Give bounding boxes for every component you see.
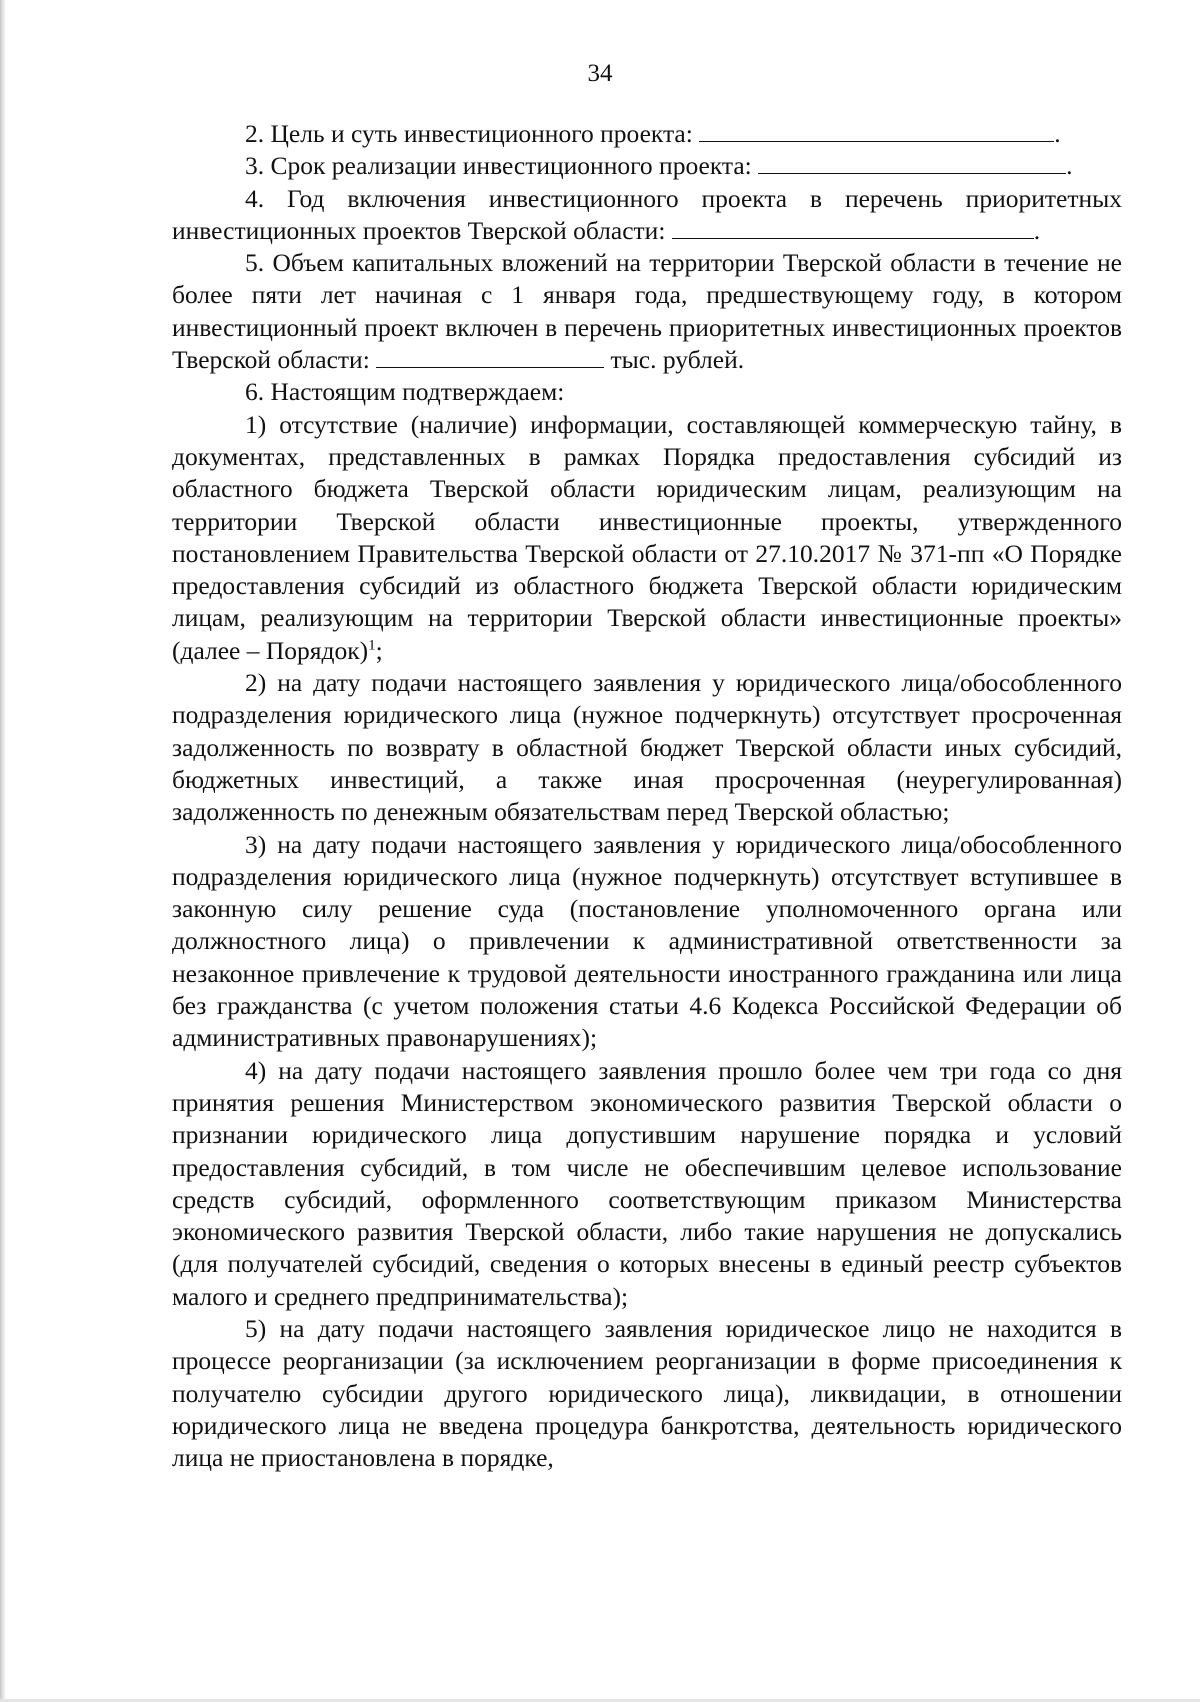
list-item-3: 3) на дату подачи настоящего заявления у юридического лица/обособленного подразделения юридического лица (нужное подчеркнуть) отсутствует вступившее в законную силу решение суда (постановление уполномоченного органа или должностного лица) о привлечении к административной ответственности за незаконное привлечение к трудовой деятельности иностранного гражданина или лица без гражданства (с учетом положения статьи 4.6 Кодекса Российской Федерации об административных правонарушениях); — [172, 829, 1122, 1053]
scan-edge-shadow — [0, 0, 6, 1702]
blank-field-project-goal[interactable] — [699, 121, 1054, 142]
paragraph-2 — [172, 118, 1122, 150]
paragraph-4-end: . — [1033, 215, 1041, 245]
paragraph-5-text: 5. Объем капитальных вложений на территории Тверской области в течение не более пяти лет начиная с 1 января года, предшествующему году, в котором инвестиционный проект включен в перечень приоритетных инвестиционных проектов Тверской области: — [172, 248, 1122, 375]
paragraph-2-end: . — [1054, 119, 1061, 148]
blank-field-investment-amount[interactable] — [376, 347, 604, 368]
page-number: 34 — [587, 60, 613, 87]
list-item-1-text: 1) отсутствие (наличие) информации, составляющей коммерческую тайну, в документах, представленных в рамках Порядка предоставления субсидий из областного бюджета Тверской области юридическим лицам, реализующим на территории Тверской области инвестиционные проекты, утвержденного постановлением Правительства Тверской области от 27.10.2017 № 371-пп «О Порядке предоставления субсидий из областного бюджета Тверской области юридическим лицам, реализующим на территории Тверской области инвестиционные проекты» (далее – Порядок) — [172, 409, 1122, 665]
list-item-4: 4) на дату подачи настоящего заявления прошло более чем три года со дня принятия решения Министерством экономического развития Тверской области о признании юридического лица допустившим нарушение порядка и условий предоставления субсидий, в том числе не обеспечившим целевое использование средств субсидий, оформленного соответствующим приказом Министерства экономического развития Тверской области, либо такие нарушения не допускались (для получателей субсидий, сведения о которых внесены в единый реестр субъектов малого и среднего предпринимательства); — [172, 1055, 1122, 1311]
paragraph-6: 6. Настоящим подтверждаем: — [245, 377, 565, 407]
paragraph-5 — [172, 247, 1122, 376]
paragraph-3-text: 3. Срок реализации инвестиционного проекта: — [245, 151, 759, 181]
footnote-marker: 1 — [368, 637, 376, 654]
list-item-5: 5) на дату подачи настоящего заявления юридическое лицо не находится в процессе реорганизации (за исключением реорганизации в форме присоединения к получателю субсидии другого юридического лица), ликвидации, в отношении юридического лица не введена процедура банкротства, деятельность юридического лица не приостановлена в порядке, — [172, 1313, 1122, 1473]
list-item-1 — [172, 409, 1122, 667]
paragraph-4-text: 4. Год включения инвестиционного проекта в перечень приоритетных инвестиционных проектов Тверской области: — [172, 183, 1122, 245]
list-item-2: 2) на дату подачи настоящего заявления у юридического лица/обособленного подразделения юридического лица (нужное подчеркнуть) отсутствует просроченная задолженность по возврату в областной бюджет Тверской области иных субсидий, бюджетных инвестиций, а также иная просроченная (неурегулированная) задолженность по денежным обязательствам перед Тверской областью; — [172, 668, 1122, 827]
paragraph-3-end: . — [1066, 151, 1073, 181]
paragraph-4 — [172, 183, 1122, 248]
document-body — [172, 118, 1122, 1474]
paragraph-3 — [172, 150, 1122, 182]
paragraph-5-end: тыс. рублей. — [604, 345, 745, 375]
list-item-1-end: ; — [375, 635, 383, 665]
paragraph-2-text: 2. Цель и суть инвестиционного проекта: — [245, 119, 700, 148]
blank-field-project-term[interactable] — [758, 153, 1066, 174]
blank-field-inclusion-year[interactable] — [672, 218, 1034, 239]
